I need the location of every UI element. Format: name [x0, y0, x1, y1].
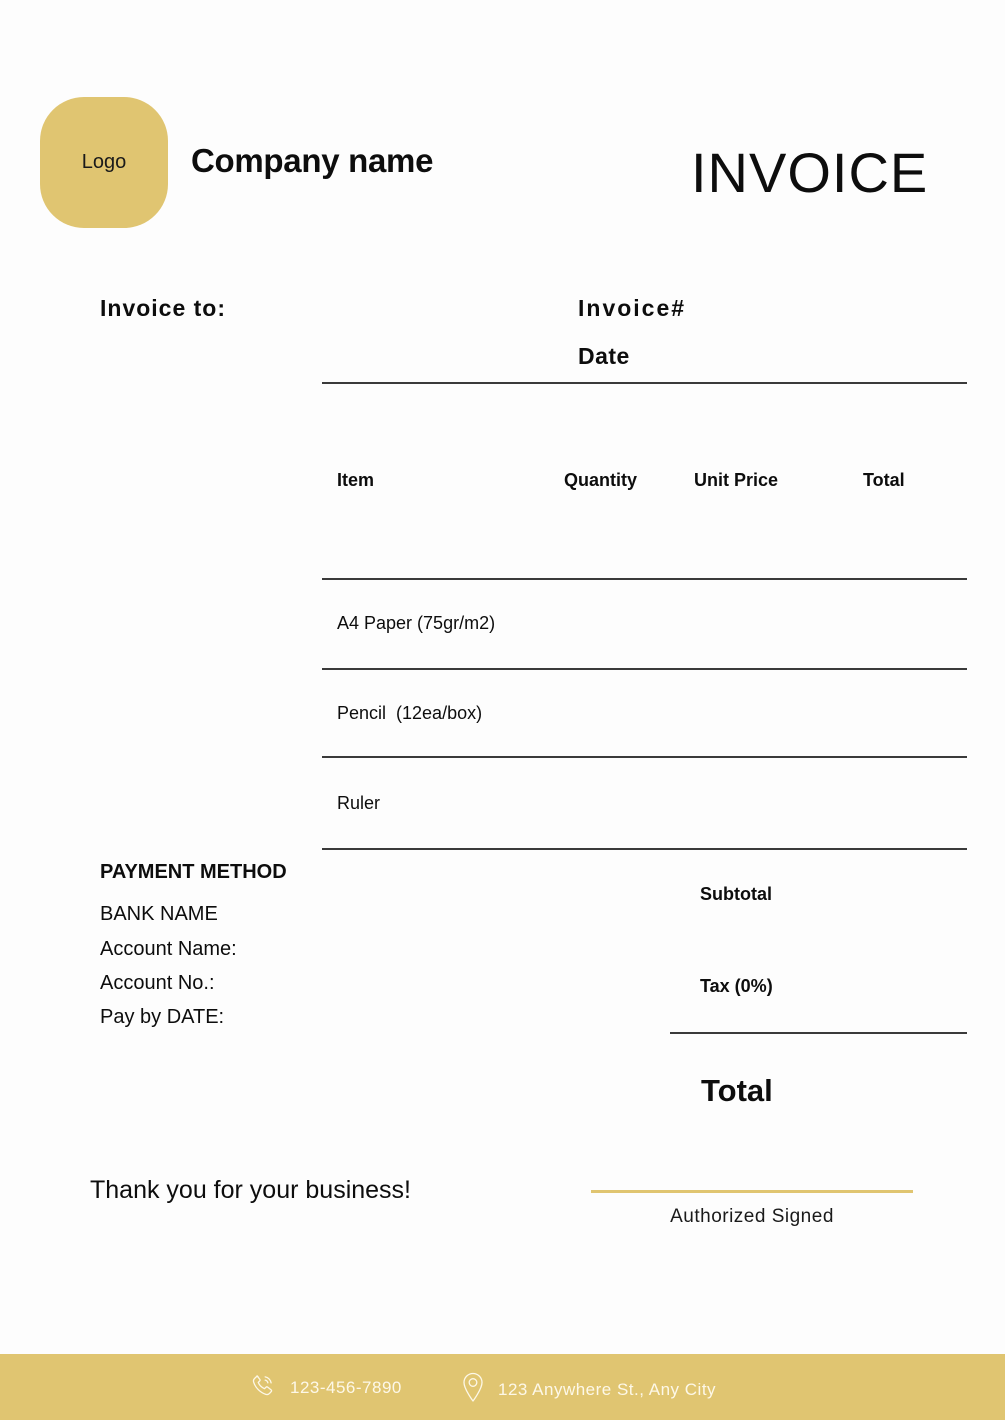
company-name: Company name: [191, 142, 434, 179]
tax-label: Tax (0%): [700, 976, 773, 996]
account-name: Account Name:: [100, 938, 237, 960]
signature-label: Authorized Signed: [670, 1206, 834, 1227]
divider: [322, 756, 967, 758]
table-row-item: Pencil (12ea/box): [337, 703, 483, 723]
divider: [322, 668, 967, 670]
pay-by-date: Pay by DATE:: [100, 1006, 225, 1028]
document-title: INVOICE: [691, 141, 929, 204]
company-logo-placeholder: [40, 97, 168, 228]
column-header-total: Total: [863, 470, 905, 490]
invoice-number-label: Invoice#: [578, 295, 687, 321]
subtotal-label: Subtotal: [700, 884, 772, 904]
logo-label: Logo: [81, 151, 127, 173]
payment-method-title: PAYMENT METHOD: [100, 861, 287, 883]
thank-you-message: Thank you for your business!: [90, 1176, 411, 1204]
divider: [670, 1032, 967, 1034]
column-header-quantity: Quantity: [564, 470, 638, 490]
footer-address: [462, 1372, 716, 1407]
column-header-item: Item: [337, 470, 375, 490]
grand-total-label: Total: [701, 1073, 773, 1108]
divider: [322, 382, 967, 384]
phone-number: 123-456-7890: [290, 1377, 402, 1397]
map-pin-icon: [462, 1372, 498, 1407]
table-row-item: Ruler: [337, 793, 381, 813]
footer-phone: [250, 1372, 402, 1403]
bank-name: BANK NAME: [100, 903, 218, 925]
account-number: Account No.:: [100, 972, 215, 994]
divider: [322, 848, 967, 850]
divider: [322, 578, 967, 580]
signature-line: [591, 1190, 913, 1193]
table-row-item: A4 Paper (75gr/m2): [337, 613, 496, 633]
phone-icon: [250, 1372, 290, 1403]
date-label: Date: [578, 343, 630, 369]
address-text: 123 Anywhere St., Any City: [498, 1379, 717, 1399]
column-header-unit-price: Unit Price: [694, 470, 779, 490]
invoice-to-label: Invoice to:: [100, 295, 227, 321]
